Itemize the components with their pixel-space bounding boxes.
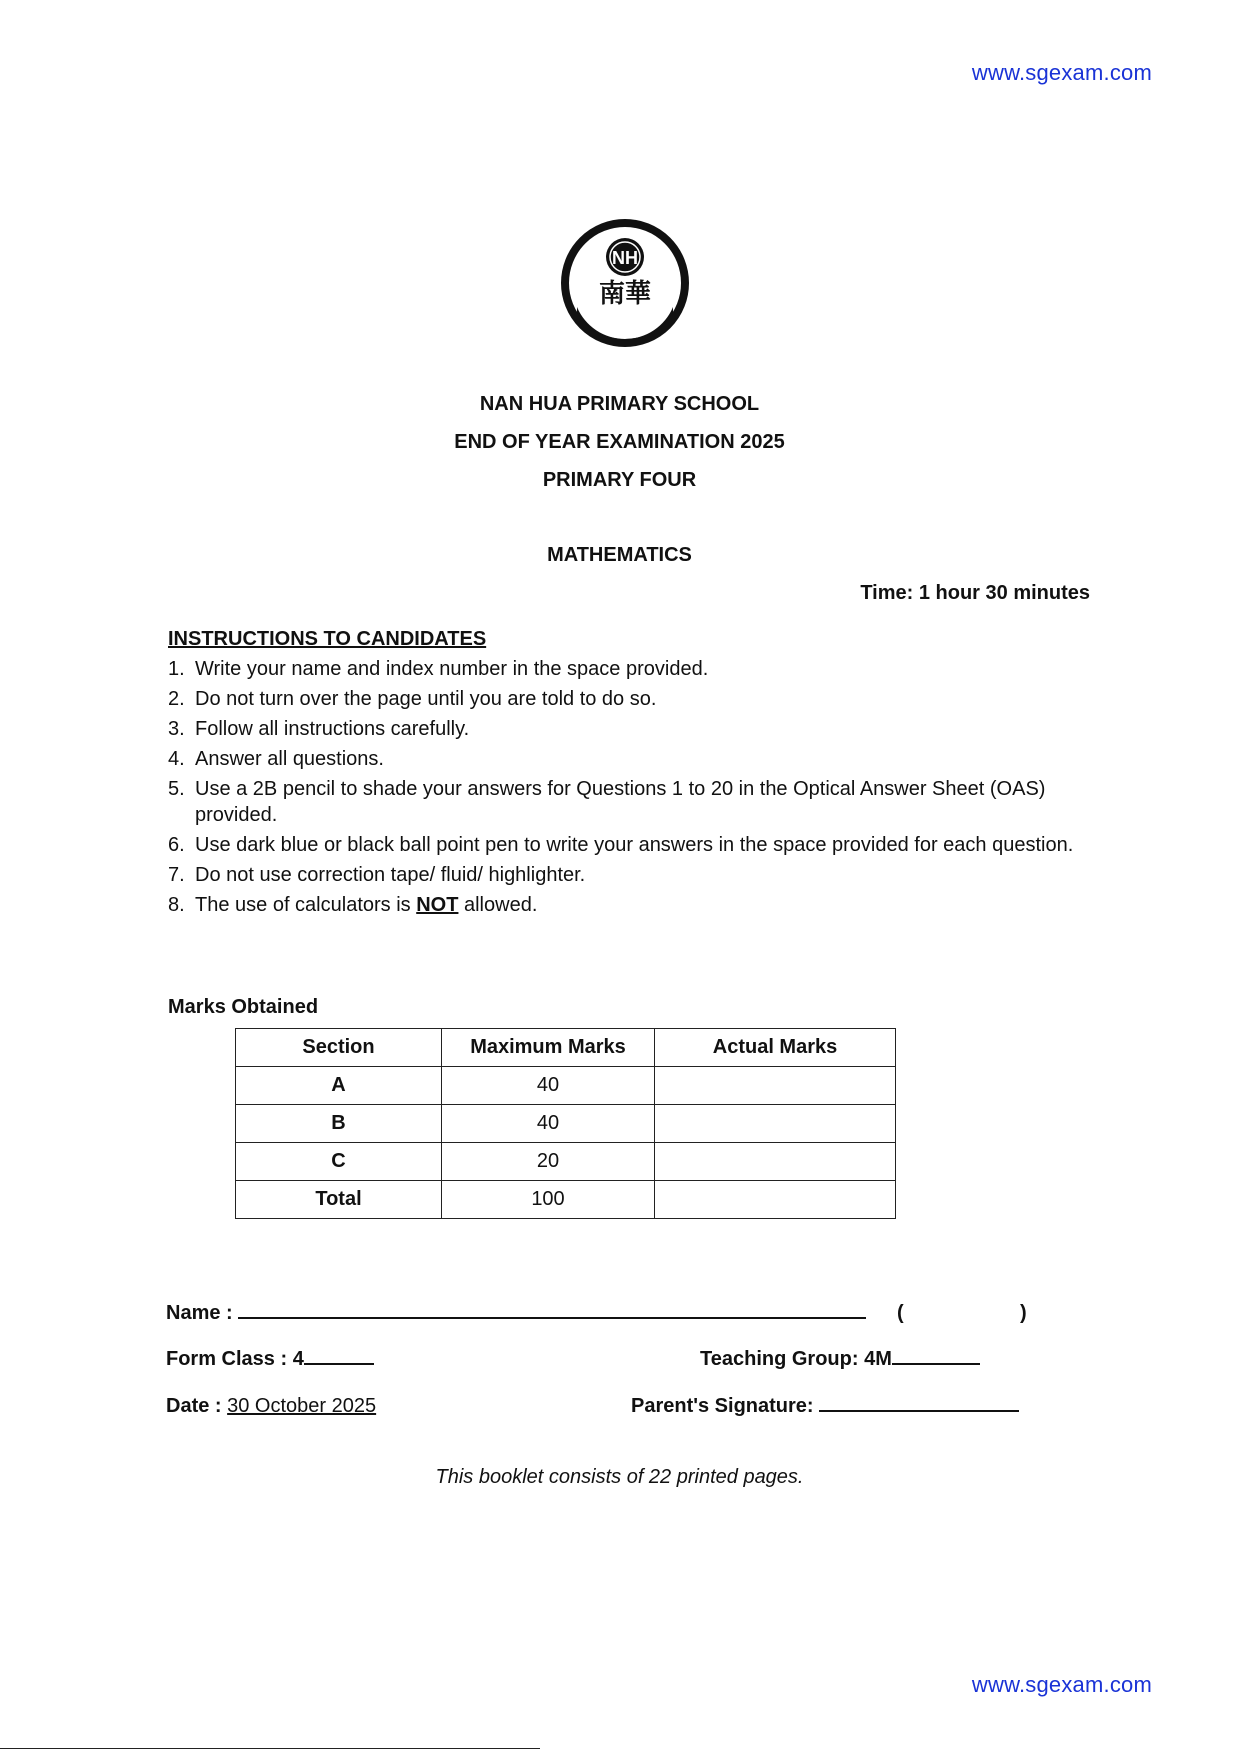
actual-cell[interactable] — [655, 1067, 896, 1105]
max-cell: 100 — [442, 1181, 655, 1219]
name-label: Name : — [166, 1302, 233, 1324]
index-open-paren: ( — [897, 1302, 904, 1324]
instruction-item: 1. Write your name and index number in the space provided. — [168, 658, 709, 680]
bottom-rule — [0, 1748, 540, 1749]
subject: MATHEMATICS — [547, 544, 692, 566]
instruction-item: 7. Do not use correction tape/ fluid/ highlighter. — [168, 864, 586, 886]
level: PRIMARY FOUR — [542, 469, 697, 491]
name-line[interactable] — [238, 1317, 866, 1319]
max-cell: 40 — [442, 1067, 655, 1105]
name-field — [166, 1302, 866, 1325]
website-url-bottom[interactable]: www.sgexam.com — [971, 1672, 1152, 1697]
index-close-paren: ) — [1020, 1302, 1027, 1324]
date-field — [166, 1395, 376, 1418]
school-name: NAN HUA PRIMARY SCHOOL — [479, 393, 760, 415]
table-row-total — [236, 1181, 896, 1219]
crest-chinese: 南華 — [598, 279, 652, 309]
max-cell: 20 — [442, 1143, 655, 1181]
header-actual: Actual Marks — [655, 1029, 896, 1067]
table-row — [236, 1143, 896, 1181]
signature-label: Parent's Signature: — [631, 1395, 814, 1417]
teaching-group-label: Teaching Group: 4M — [700, 1348, 892, 1370]
section-cell: A — [236, 1067, 442, 1105]
instruction-item: 6. Use dark blue or black ball point pen to write your answers in the space provided for each question. — [168, 834, 1074, 856]
form-class-field — [166, 1348, 374, 1371]
form-class-label: Form Class : 4 — [166, 1348, 304, 1370]
instructions-list — [168, 656, 1088, 922]
not-emphasis: NOT — [416, 894, 459, 916]
marks-table — [235, 1028, 896, 1219]
date-value: 30 October 2025 — [227, 1395, 377, 1417]
instruction-item: 3. Follow all instructions carefully. — [168, 718, 470, 740]
instruction-item: 4. Answer all questions. — [168, 748, 384, 770]
website-url-top[interactable]: www.sgexam.com — [971, 60, 1152, 85]
section-cell: C — [236, 1143, 442, 1181]
signature-line[interactable] — [819, 1410, 1019, 1412]
instruction-item: 5. Use a 2B pencil to shade your answers for Questions 1 to 20 in the Optical Answer Sheet (OAS) provided. — [168, 778, 1046, 826]
date-label: Date : — [166, 1395, 228, 1417]
instruction-item: 8. The use of calculators is NOT allowed. — [168, 894, 538, 916]
section-cell: Total — [236, 1181, 442, 1219]
exam-name: END OF YEAR EXAMINATION 2025 — [454, 431, 785, 453]
instructions-title: INSTRUCTIONS TO CANDIDATES — [168, 628, 487, 650]
parent-signature-field — [631, 1395, 1019, 1418]
table-header-row — [236, 1029, 896, 1067]
crest-letters: NH — [612, 248, 638, 268]
marks-title: Marks Obtained — [168, 996, 319, 1018]
school-crest-icon — [559, 217, 691, 349]
exam-duration: Time: 1 hour 30 minutes — [860, 582, 1090, 604]
actual-cell[interactable] — [655, 1105, 896, 1143]
table-row — [236, 1105, 896, 1143]
actual-cell[interactable] — [655, 1143, 896, 1181]
table-row — [236, 1067, 896, 1105]
section-cell: B — [236, 1105, 442, 1143]
teaching-group-field — [700, 1348, 980, 1371]
teaching-group-line[interactable] — [892, 1363, 980, 1365]
instruction-item: 2. Do not turn over the page until you are told to do so. — [168, 688, 657, 710]
booklet-note: This booklet consists of 22 printed pages. — [435, 1466, 804, 1488]
form-class-line[interactable] — [304, 1363, 374, 1365]
actual-cell[interactable] — [655, 1181, 896, 1219]
max-cell: 40 — [442, 1105, 655, 1143]
header-max: Maximum Marks — [442, 1029, 655, 1067]
header-section: Section — [236, 1029, 442, 1067]
